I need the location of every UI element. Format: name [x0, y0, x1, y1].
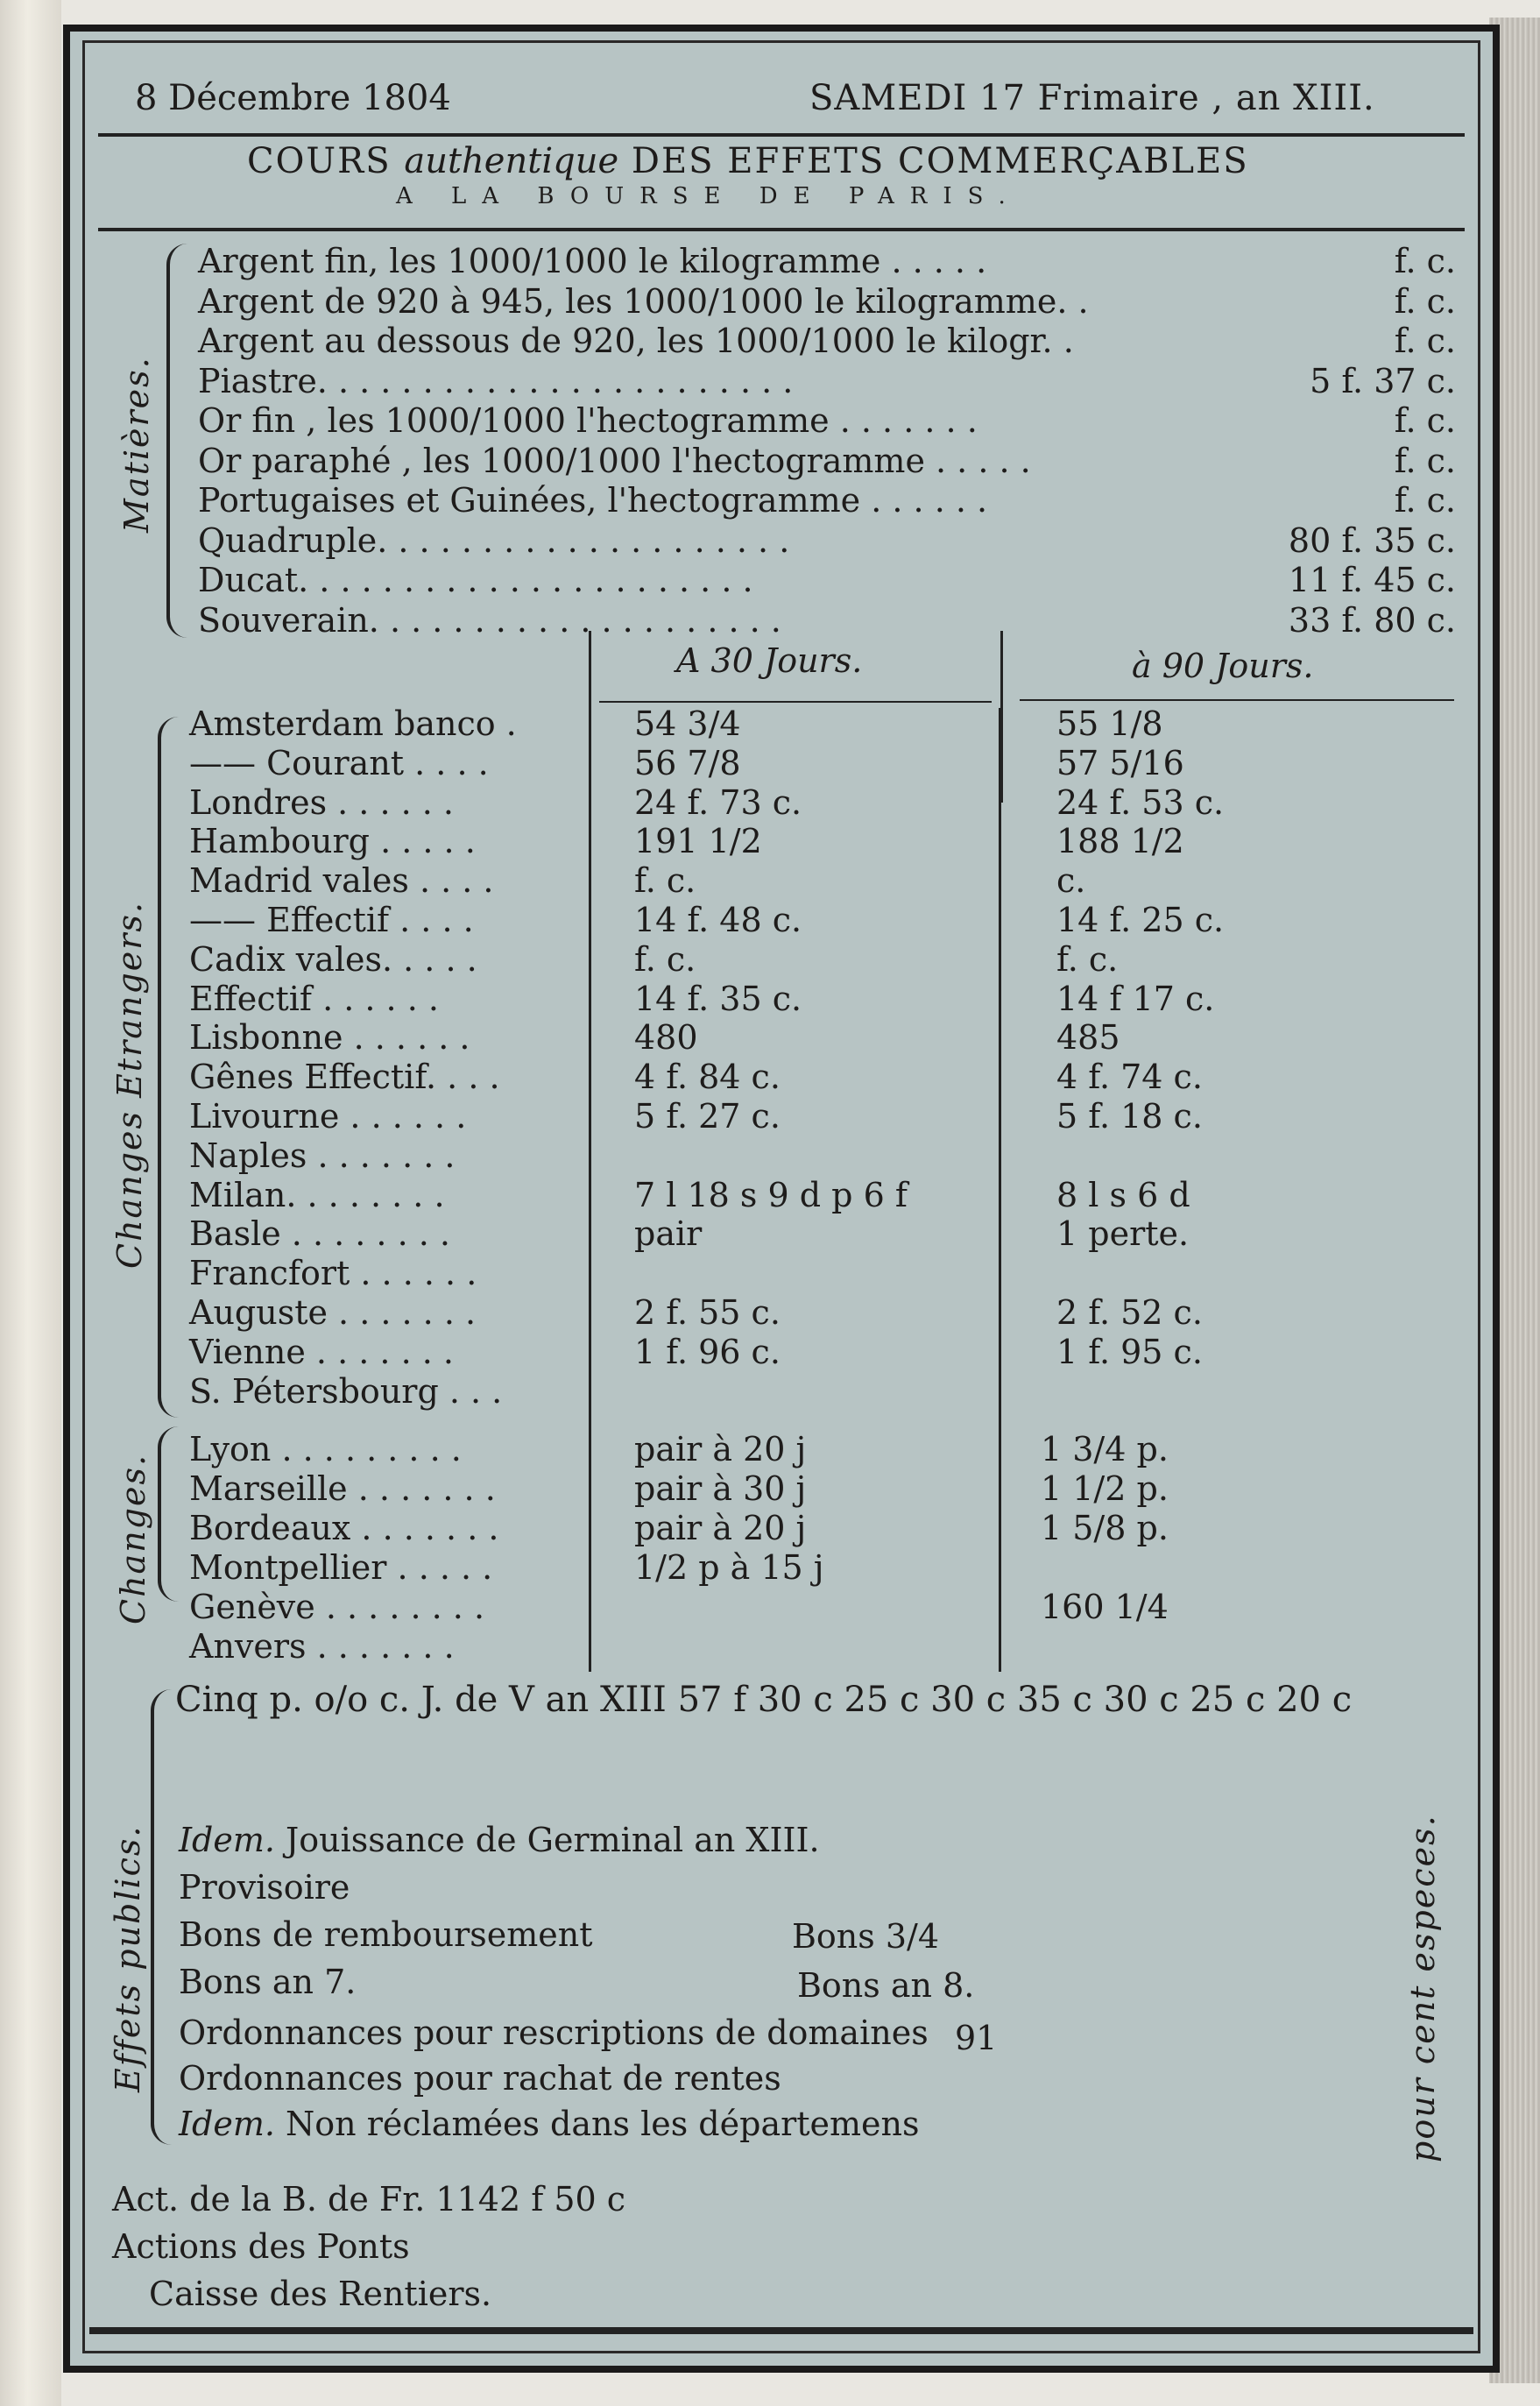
matieres-row-label: Argent au dessous de 920, les 1000/1000 le kilogr. . [198, 322, 1074, 360]
ordonnances-rescriptions: Ordonnances pour rescriptions de domaines [179, 2013, 929, 2052]
changes-row-30: pair à 20 j [634, 1509, 807, 1547]
etrangers-row-90: 1 perte. [1056, 1214, 1190, 1254]
etrangers-row-90: 5 f. 18 c. [1056, 1097, 1203, 1136]
idem-text-2: Non réclamées dans les départemens [286, 2105, 920, 2143]
etrangers-row-label: Livourne . . . . . . [189, 1097, 467, 1136]
changes-row-label: Bordeaux . . . . . . . [189, 1509, 499, 1547]
changes-row-label: Marseille . . . . . . . [189, 1469, 496, 1508]
changes-row-label: Anvers . . . . . . . [189, 1627, 455, 1666]
provisoire: Provisoire [179, 1868, 350, 1907]
etrangers-row-90: 188 1/2 [1056, 822, 1184, 861]
date-left: 8 Décembre 1804 [135, 78, 451, 118]
matieres-row-label: Or fin , les 1000/1000 l'hectogramme . . . . . . . [198, 401, 978, 440]
matieres-row-value: f. c. [1394, 481, 1456, 520]
matieres-row-label: Souverain. . . . . . . . . . . . . . . . . . . . [198, 600, 781, 640]
matieres-row-label: Or paraphé , les 1000/1000 l'hectogramme . . . . . [198, 441, 1031, 480]
changes-row-90: 1 3/4 p. [1041, 1430, 1169, 1468]
etrangers-row-label: —— Effectif . . . . [189, 901, 474, 939]
col-divider-1 [589, 708, 591, 1672]
ordonnances-rescriptions-value: 91 [955, 2019, 998, 2057]
col-header-30: A 30 Jours. [676, 641, 863, 680]
changes-row-30: pair à 30 j [634, 1469, 807, 1508]
cinq-pour-cent: Cinq p. o/o c. J. de V an XIII 57 f 30 c 25 c 30 c 35 c 30 c 25 c 20 c [175, 1680, 1353, 1720]
col-header-rule-1 [599, 701, 992, 703]
etrangers-row-30: 56 7/8 [634, 743, 741, 782]
matieres-row-value: f. c. [1394, 242, 1456, 280]
caisse-des-rentiers: Caisse des Rentiers. [149, 2275, 492, 2313]
etrangers-row-label: Milan. . . . . . . . [189, 1175, 445, 1214]
matieres-label: Matières. [117, 356, 156, 533]
etrangers-row-label: S. Pétersbourg . . . [189, 1371, 503, 1411]
idem-label-1: Idem. [179, 1821, 275, 1859]
etrangers-row-30: 191 1/2 [634, 822, 762, 861]
title [247, 142, 1249, 180]
matieres-row-value: f. c. [1394, 281, 1456, 321]
etrangers-row-30: 5 f. 27 c. [634, 1097, 781, 1136]
subtitle-rule [98, 228, 1465, 231]
bottom-rule [89, 2327, 1473, 2334]
etrangers-row-30: f. c. [634, 861, 696, 901]
idem-text-1: Jouissance de Germinal an XIII. [286, 1821, 820, 1859]
matieres-row-label: Argent fin, les 1000/1000 le kilogramme . . . . . [198, 242, 987, 280]
etrangers-row-label: Auguste . . . . . . . [189, 1293, 477, 1332]
changes-row-30: pair à 20 j [634, 1430, 807, 1468]
etrangers-row-90: 24 f. 53 c. [1056, 782, 1225, 822]
etrangers-row-30: 2 f. 55 c. [634, 1293, 781, 1332]
idem-jouissance [179, 1821, 820, 1859]
etrangers-row-label: Hambourg . . . . . [189, 822, 476, 861]
effets-brace [151, 1689, 172, 2145]
changes-row-90: 160 1/4 [1041, 1588, 1169, 1626]
etrangers-row-30: f. c. [634, 939, 696, 979]
idem-non-reclamees [179, 2105, 920, 2143]
etrangers-row-label: Effectif . . . . . . [189, 979, 439, 1018]
matieres-row-value: 5 f. 37 c. [1310, 361, 1456, 400]
etrangers-row-90: 1 f. 95 c. [1056, 1332, 1203, 1371]
col-header-rule-2 [1020, 699, 1454, 701]
ordonnances-rachat: Ordonnances pour rachat de rentes [179, 2059, 781, 2098]
changes-label: Changes. [114, 1453, 152, 1624]
etrangers-row-30: 7 l 18 s 9 d p 6 f [634, 1175, 908, 1214]
matieres-row-value: f. c. [1394, 401, 1456, 440]
bons-an-8: Bons an 8. [797, 1966, 975, 2005]
etrangers-row-label: Francfort . . . . . . [189, 1254, 477, 1293]
etrangers-row-90: f. c. [1056, 939, 1119, 979]
etrangers-row-90: 485 [1056, 1018, 1120, 1058]
matieres-row-label: Quadruple. . . . . . . . . . . . . . . . . . . . [198, 520, 790, 560]
header-rule [98, 133, 1465, 137]
etrangers-row-label: Gênes Effectif. . . . [189, 1058, 500, 1097]
etrangers-row-label: Basle . . . . . . . . [189, 1214, 450, 1254]
date-right: SAMEDI 17 Frimaire , an XIII. [809, 78, 1375, 118]
matieres-row-value: f. c. [1394, 441, 1456, 480]
etrangers-row-90: c. [1056, 861, 1086, 901]
matieres-brace [166, 244, 187, 638]
changes-row-label: Genève . . . . . . . . [189, 1588, 485, 1626]
actions-des-ponts: Actions des Ponts [112, 2227, 410, 2266]
etrangers-row-label: Vienne . . . . . . . [189, 1332, 454, 1371]
etrangers-row-label: —— Courant . . . . [189, 743, 489, 782]
etrangers-row-90: 55 1/8 [1056, 704, 1163, 743]
etrangers-row-label: Lisbonne . . . . . . [189, 1018, 470, 1058]
matieres-row-label: Portugaises et Guinées, l'hectogramme . . . . . . [198, 481, 988, 520]
matieres-row-label: Piastre. . . . . . . . . . . . . . . . . . . . . . . [198, 361, 794, 400]
matieres-row-value: f. c. [1394, 322, 1456, 360]
etrangers-row-90: 14 f. 25 c. [1056, 901, 1225, 939]
etrangers-row-label: Naples . . . . . . . [189, 1136, 456, 1175]
title-cours: COURS [247, 141, 392, 181]
etrangers-row-90: 57 5/16 [1056, 743, 1184, 782]
title-authentique: authentique [404, 141, 619, 181]
idem-label-2: Idem. [179, 2105, 275, 2143]
etrangers-row-label: Amsterdam banco . [189, 704, 517, 743]
etrangers-row-30: 4 f. 84 c. [634, 1058, 781, 1097]
etrangers-row-90: 8 l s 6 d [1056, 1175, 1190, 1214]
bons-3-4: Bons 3/4 [792, 1917, 940, 1956]
document-page [63, 25, 1500, 2373]
etrangers-label: Changes Etrangers. [110, 901, 149, 1269]
matieres-row-label: Argent de 920 à 945, les 1000/1000 le kilogramme. . [198, 281, 1089, 321]
matieres-row-value: 33 f. 80 c. [1288, 600, 1456, 640]
etrangers-row-30: 1 f. 96 c. [634, 1332, 781, 1371]
pour-cent-especes: pour cent especes. [1403, 1814, 1442, 2162]
matieres-row-label: Ducat. . . . . . . . . . . . . . . . . . . . . . [198, 561, 753, 599]
title-effets: DES EFFETS COMMERÇABLES [631, 141, 1249, 181]
etrangers-brace [158, 717, 179, 1418]
matieres-row-value: 11 f. 45 c. [1288, 561, 1456, 599]
subtitle: A LA BOURSE DE PARIS. [396, 183, 1021, 209]
bons-remboursement: Bons de remboursement [179, 1915, 593, 1954]
etrangers-row-90: 14 f 17 c. [1056, 979, 1215, 1018]
col-header-90: à 90 Jours. [1132, 647, 1314, 685]
act-banque-france: Act. de la B. de Fr. 1142 f 50 c [112, 2180, 626, 2218]
col-divider-2 [999, 708, 1001, 1672]
etrangers-row-90: 4 f. 74 c. [1056, 1058, 1203, 1097]
bons-an-7: Bons an 7. [179, 1963, 357, 2001]
matieres-row-value: 80 f. 35 c. [1288, 520, 1456, 560]
changes-row-90: 1 5/8 p. [1041, 1509, 1169, 1547]
etrangers-row-30: 14 f. 48 c. [634, 901, 802, 939]
changes-row-90: 1 1/2 p. [1041, 1469, 1169, 1508]
etrangers-row-label: Madrid vales . . . . [189, 861, 494, 901]
changes-row-30: 1/2 p à 15 j [634, 1548, 824, 1587]
changes-row-label: Montpellier . . . . . [189, 1548, 493, 1587]
etrangers-row-30: 480 [634, 1018, 698, 1058]
etrangers-row-30: pair [634, 1214, 703, 1254]
etrangers-row-label: Cadix vales. . . . . [189, 939, 477, 979]
etrangers-row-30: 24 f. 73 c. [634, 782, 802, 822]
book-spine [0, 0, 61, 2406]
etrangers-row-label: Londres . . . . . . [189, 782, 455, 822]
effets-label: Effets publics. [109, 1824, 147, 2092]
changes-row-label: Lyon . . . . . . . . . [189, 1430, 462, 1468]
etrangers-row-30: 14 f. 35 c. [634, 979, 802, 1018]
changes-brace [158, 1426, 179, 1602]
etrangers-row-90: 2 f. 52 c. [1056, 1293, 1203, 1332]
etrangers-row-30: 54 3/4 [634, 704, 741, 743]
